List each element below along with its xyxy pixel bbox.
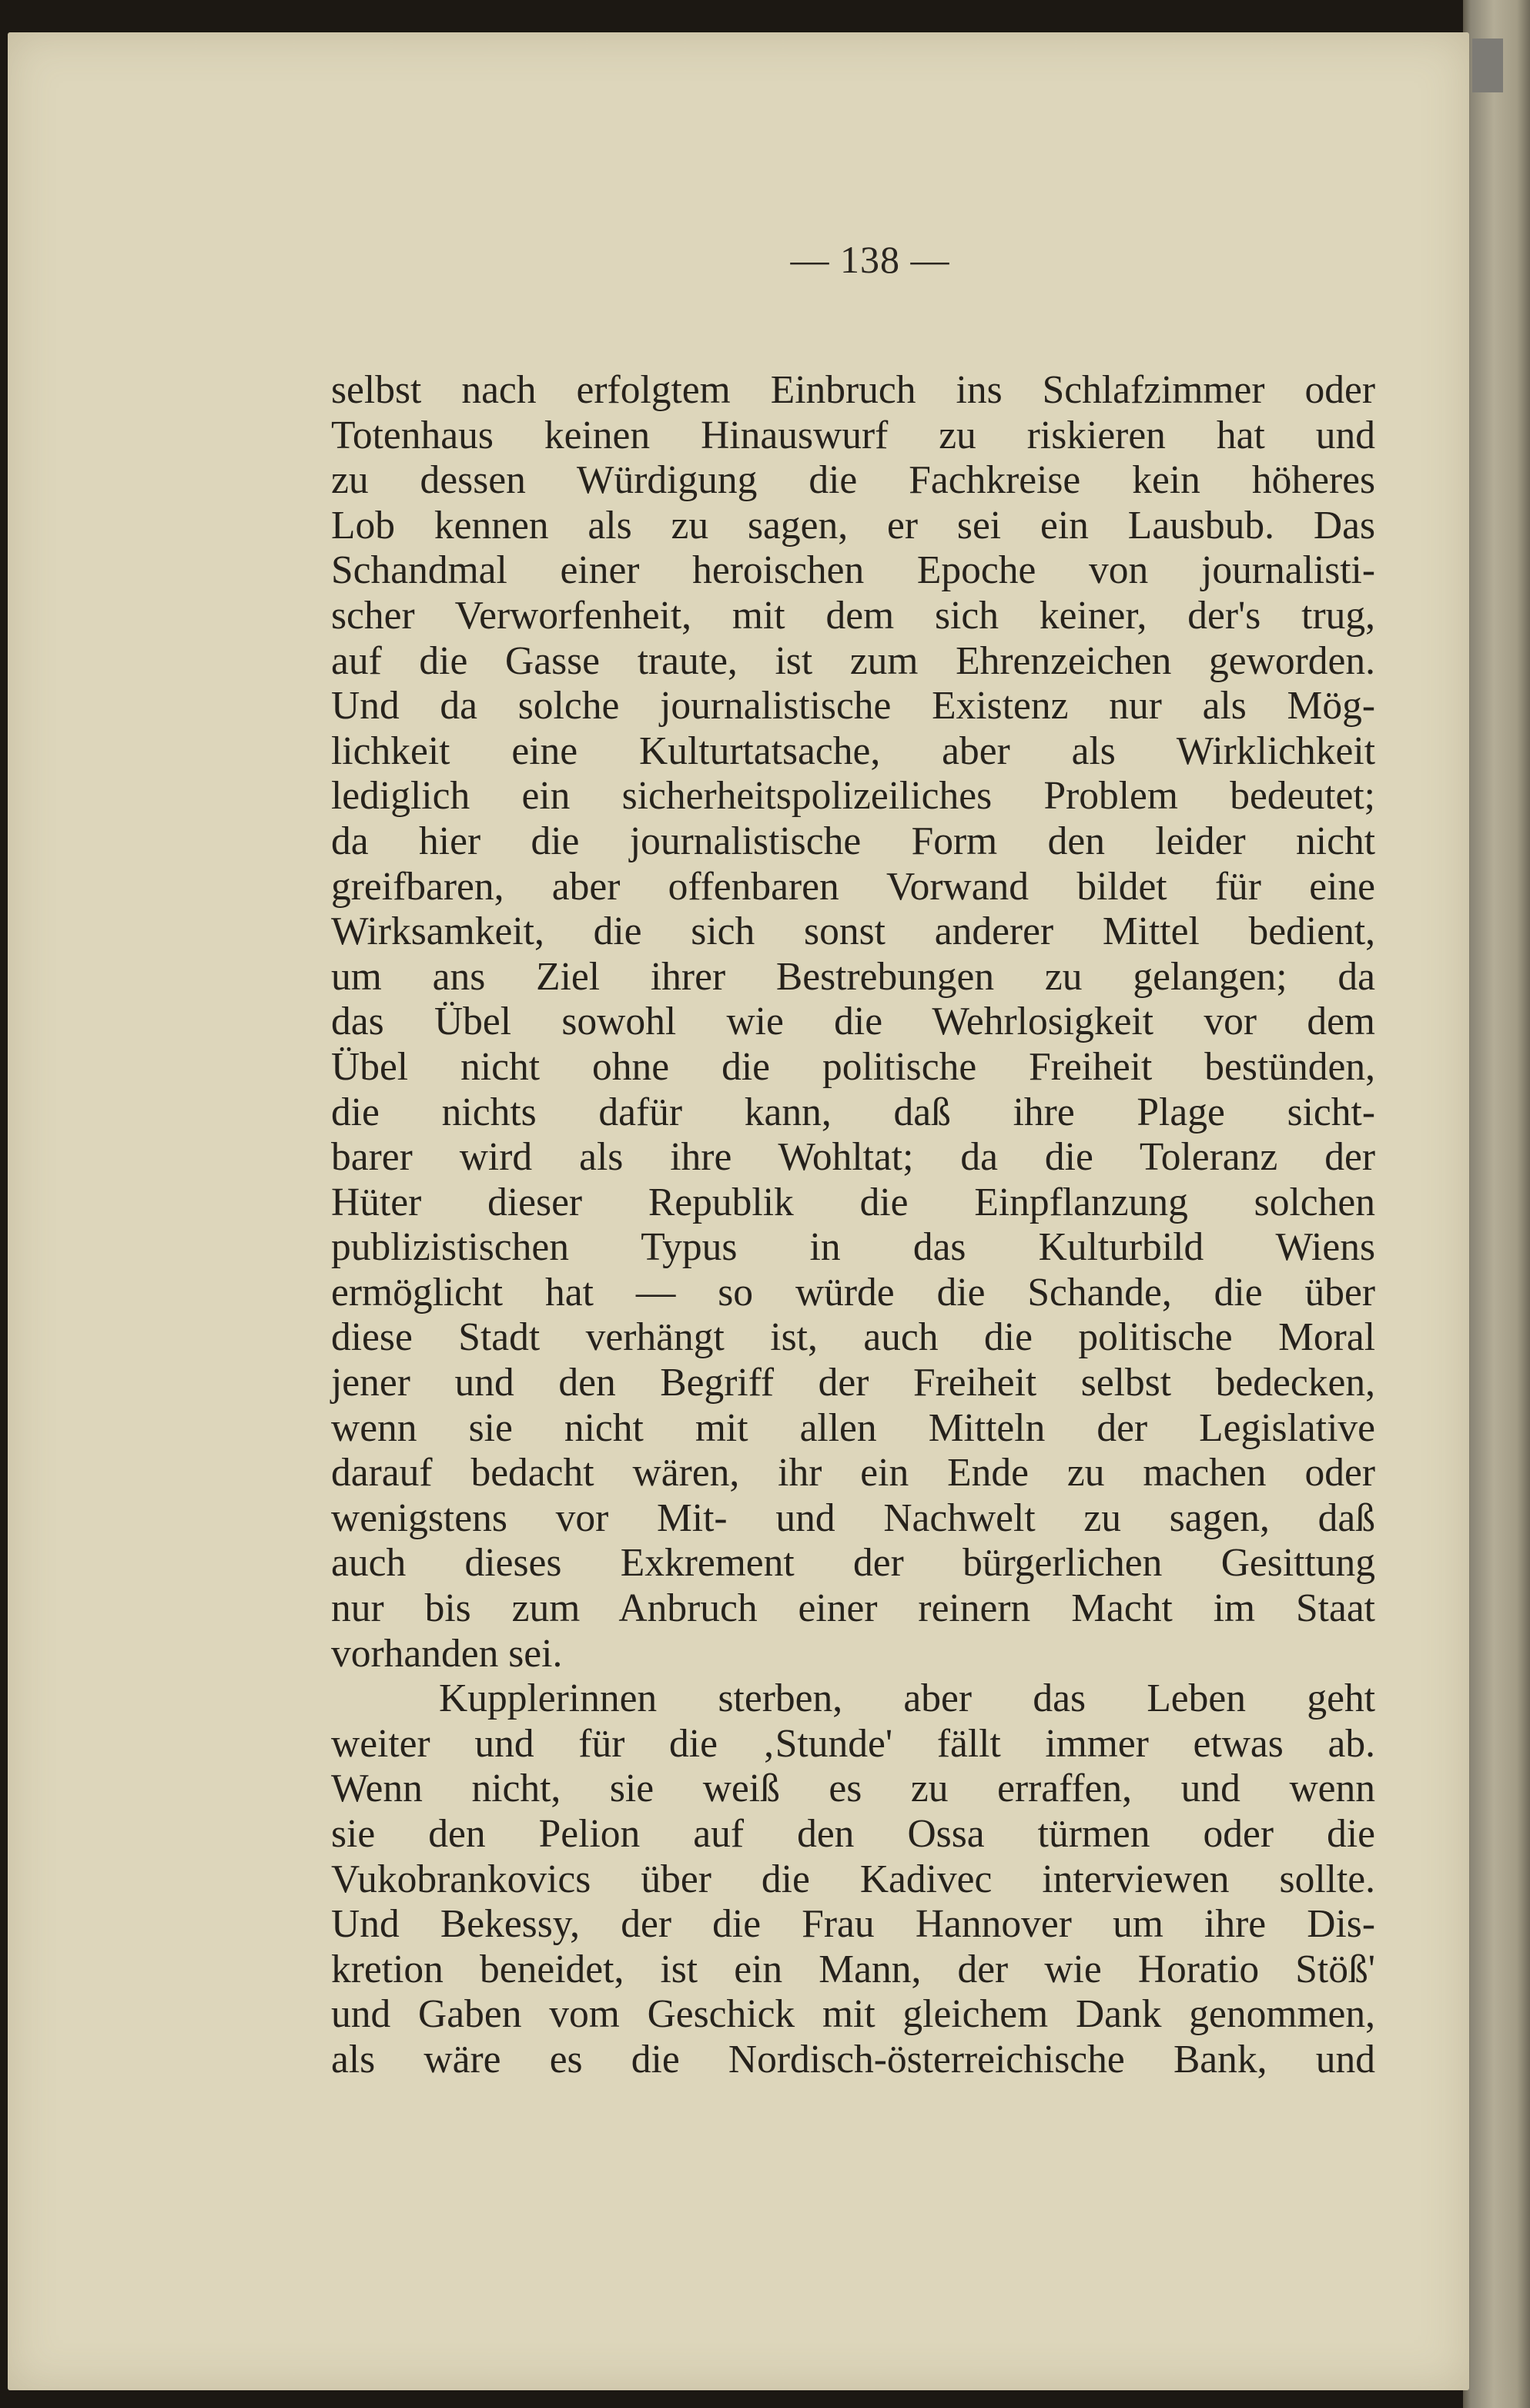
text-line: Schandmal einer heroischen Epoche von journalisti-: [331, 548, 1375, 593]
text-line: die nichts dafür kann, daß ihre Plage sicht-: [331, 1090, 1375, 1134]
page-number: — 138 —: [790, 238, 950, 281]
text-line: Kupplerinnen sterben, aber das Leben geht: [439, 1676, 1375, 1721]
text-line: weiter und für die ‚Stunde' fällt immer etwas ab.: [331, 1721, 1375, 1766]
text-line: auf die Gasse traute, ist zum Ehrenzeichen geworden.: [331, 638, 1375, 683]
text-line: nur bis zum Anbruch einer reinern Macht im Staat: [331, 1586, 1375, 1631]
text-line: publizistischen Typus in das Kulturbild Wiens: [331, 1225, 1375, 1270]
text-line: diese Stadt verhängt ist, auch die politische Moral: [331, 1315, 1375, 1360]
book-edge: [1463, 0, 1530, 2408]
text-line: jener und den Begriff der Freiheit selbst bedecken,: [331, 1361, 1375, 1405]
text-line: darauf bedacht wären, ihr ein Ende zu machen oder: [331, 1451, 1375, 1495]
book-edge-tab: [1472, 39, 1503, 92]
text-line: lichkeit eine Kulturtatsache, aber als Wirklichkeit: [331, 728, 1375, 773]
text-line: sie den Pelion auf den Ossa türmen oder die: [331, 1812, 1375, 1856]
text-line: da hier die journalistische Form den leider nicht: [331, 819, 1375, 863]
text-line: Wirksamkeit, die sich sonst anderer Mittel bedient,: [331, 909, 1375, 954]
text-line: Und Bekessy, der die Frau Hannover um ihre Dis-: [331, 1902, 1375, 1947]
text-line: Wenn nicht, sie weiß es zu erraffen, und wenn: [331, 1767, 1375, 1811]
text-line: als wäre es die Nordisch-österreichische Bank, und: [331, 2037, 1375, 2081]
text-line: und Gaben vom Geschick mit gleichem Dank genommen,: [331, 1992, 1375, 2037]
text-line: Vukobrankovics über die Kadivec interviewen sollte.: [331, 1857, 1375, 1901]
text-line: auch dieses Exkrement der bürgerlichen Gesittung: [331, 1541, 1375, 1586]
text-line: wenigstens vor Mit- und Nachwelt zu sagen, daß: [331, 1495, 1375, 1540]
text-line: selbst nach erfolgtem Einbruch ins Schlafzimmer oder: [331, 368, 1375, 412]
text-line: scher Verworfenheit, mit dem sich keiner, der's trug,: [331, 593, 1375, 638]
text-line: wenn sie nicht mit allen Mitteln der Legislative: [331, 1405, 1375, 1450]
text-line: Und da solche journalistische Existenz nur als Mög-: [331, 684, 1375, 728]
text-line: Lob kennen als zu sagen, er sei ein Lausbub. Das: [331, 503, 1375, 548]
text-line: Hüter dieser Republik die Einpflanzung solchen: [331, 1180, 1375, 1224]
text-line: Übel nicht ohne die politische Freiheit bestünden,: [331, 1044, 1375, 1089]
text-line: kretion beneidet, ist ein Mann, der wie Horatio Stöß': [331, 1947, 1375, 1991]
text-line: Totenhaus keinen Hinauswurf zu riskieren hat und: [331, 413, 1375, 457]
text-line: zu dessen Würdigung die Fachkreise kein höheres: [331, 458, 1375, 503]
text-line: lediglich ein sicherheitspolizeiliches Problem bedeutet;: [331, 774, 1375, 819]
text-line: greifbaren, aber offenbaren Vorwand bildet für eine: [331, 864, 1375, 909]
text-line: das Übel sowohl wie die Wehrlosigkeit vor dem: [331, 1000, 1375, 1044]
text-line: vorhanden sei.: [331, 1631, 563, 1676]
text-line: ermöglicht hat — so würde die Schande, die über: [331, 1270, 1375, 1315]
text-line: barer wird als ihre Wohltat; da die Toleranz der: [331, 1135, 1375, 1180]
text-line: um ans Ziel ihrer Bestrebungen zu gelangen; da: [331, 954, 1375, 999]
body-text: [331, 368, 1375, 2083]
